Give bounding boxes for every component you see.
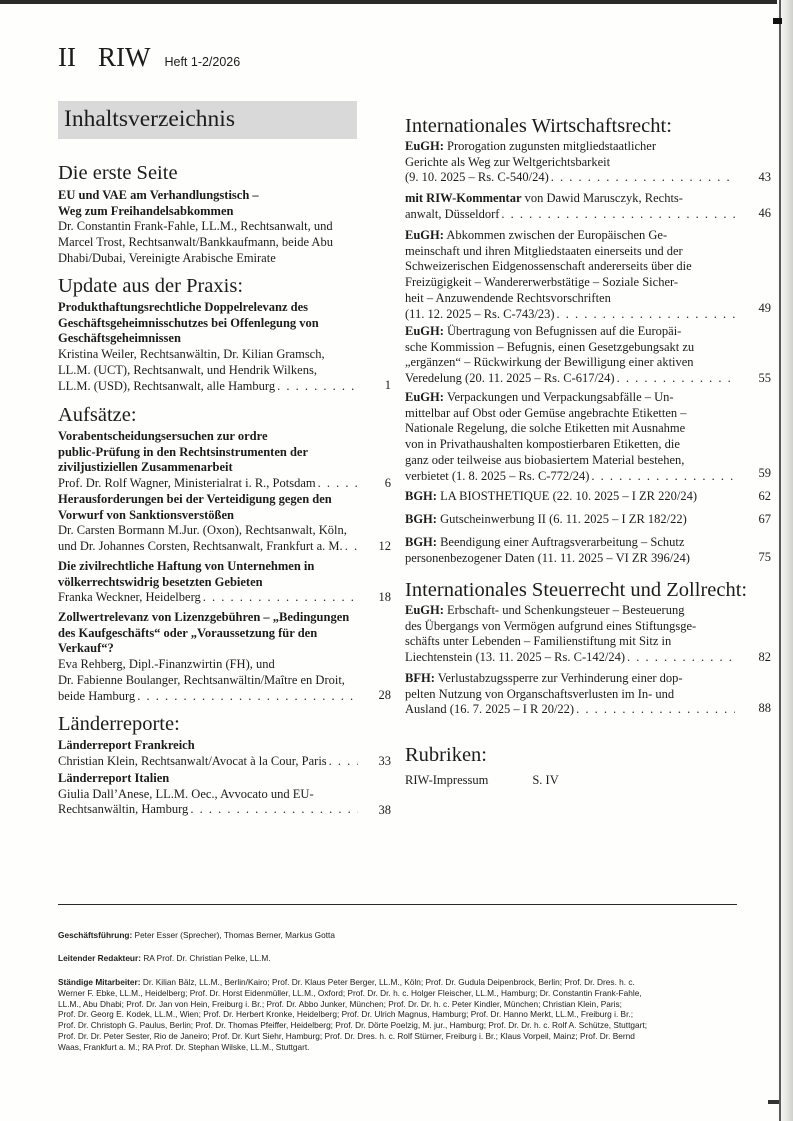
- page-ref: 82: [758, 650, 771, 664]
- toc-entry: BFH: Verlustabzugssperre zur Verhinderung einer dop- pelten Nutzung von Organschaftsverlusten im In- und Ausland (16. 7. 2025 – I R 20/22) . . .: [405, 671, 737, 718]
- toc-entry: Vorabentscheidungsersuchen zur ordre public-Prüfung in den Rechtsinstrumenten der ziviljustiziellen Zusammenarbeit Prof. Dr. Rolf Wagner, Ministerialrat i. R., Potsdam . . .: [58, 429, 360, 492]
- page-ref: 75: [758, 550, 771, 564]
- toc-entry: Die zivilrechtliche Haftung von Unternehmen in völkerrechtswidrig besetzten Gebieten Franka Weckner, Heidelberg . . .: [58, 559, 360, 606]
- dot-leader: [137, 689, 358, 705]
- toc-entry: EuGH: Übertragung von Befugnissen auf die Europäi- sche Kommission – Befugnis, einen Gesetzgebungsakt zu „ergänzen“ – Rückwirkung der Bewilligung einer aktiven Veredelung (20. 11. 2025 – Rs. C-617/24) . . .: [405, 324, 737, 387]
- footer-contributors: Ständige Mitarbeiter: Dr. Kilian Bälz, LL.M., Berlin/Kairo; Prof. Dr. Klaus Peter Berger, LL.M., Köln; Prof. Dr. Gudula Deipenbrock, Berlin; Prof. Dr. Dres. h. c. Werner F. Ebke, LL.M., Heidelberg; Prof. Dr. Horst Eidenmüller, LL.M., Oxford; Prof. Dr. Dr. h. c. Holger Fleischer, LL.M., Hamburg; Dr. Constantin Frank-Fahle, LL.M., Abu Dhabi; Prof. Dr. Jan von Hein, Freiburg i. Br.; Prof. Dr. Abbo Junker, München; Prof. Dr. Dr. h. c. Peter Kindler, München; Christian Klein, Paris; Prof. Dr. Georg E. Kodek, LL.M., Wien; Prof. Dr. Herbert Kronke, Heidelberg; Prof. Dr. Ulrich Magnus, Hamburg; Prof. Dr. Hanno Merkt, LL.M., Freiburg i. Br.; Prof. Dr. Christoph G. Paulus, Berlin; Prof. Dr. Thomas Pfeiffer, Heidelberg; Prof. Dr. Dörte Poelzig, M. jur., Hamburg; Prof. Dr. Dr. h. c. Rolf A. Schütze, Stuttgart; Prof. Dr. Dr. Peter Sester, Rio de Janeiro; Prof. Dr. Kurt Siehr, Hamburg; Prof. Dr. Dres. h. c. Rolf Stürner, Freiburg i. Br.; Klaus Vorpeil, Mainz; Prof. Dr. Bernd Waas, Frankfurt a. M.; RA Prof. Dr. Stephan Wilske, LL.M., Stuttgart.: [58, 977, 648, 1052]
- page-ref: 67: [758, 512, 771, 526]
- dot-leader: [203, 590, 358, 606]
- edge-mark: [773, 18, 782, 24]
- toc-title-box: [58, 101, 357, 139]
- toc-entry: BGH: Beendigung einer Auftragsverarbeitung – Schutz personenbezogener Daten (11. 11. 2025 – VI ZR 396/24): [405, 535, 690, 565]
- page-ref: 28: [378, 688, 391, 702]
- page-ref: 18: [378, 590, 391, 604]
- page-edge-line: [779, 0, 781, 1121]
- rubrik-item: RIW-Impressum: [405, 773, 489, 787]
- section-title: Die erste Seite: [58, 162, 178, 184]
- toc-entry: Zollwertrelevanz von Lizenzgebühren – „Bedingungen des Kaufgeschäfts“ oder „Voraussetzung für den Verkauf“? Eva Rehberg, Dipl.-Finanzwirtin (FH), und Dr. Fabienne Boulanger, Rechtsanwältin/Maître en Droit, beide Hamburg . . .: [58, 610, 360, 704]
- toc-entry: EuGH: Prorogation zugunsten mitgliedstaatlicher Gerichte als Weg zur Weltgerichtsbarkeit (9. 10. 2025 – Rs. C-540/24) . . .: [405, 139, 737, 186]
- edge-mark: [768, 1100, 779, 1104]
- dot-leader: [627, 650, 735, 666]
- section-title: Update aus der Praxis:: [58, 275, 244, 297]
- page-ref: 88: [758, 701, 771, 715]
- page-ref: 33: [378, 754, 391, 768]
- dot-leader: [345, 539, 358, 555]
- toc-entry: EuGH: Abkommen zwischen der Europäischen Ge- meinschaft und ihren Mitgliedstaaten einerseits und der Schweizerischen Eidgenossenschaft andererseits über die Freizügigkeit – Wandererwerbstätige – Soziale Sicher- heit – Anzuwendende Rechtsvorschriften (11. 12. 2025 – Rs. C-743/23) . . .: [405, 228, 737, 322]
- toc-entry: Produkthaftungsrechtliche Doppelrelevanz des Geschäftsgeheimnisschutzes bei Offenlegung von Geschäftsgeheimnissen Kristina Weiler, Rechtsanwältin, Dr. Kilian Gramsch, LL.M. (UCT), Rechtsanwalt, und Hendrik Wilkens, LL.M. (USD), Rechtsanwalt, alle Hamburg . . .: [58, 300, 360, 394]
- footer-management: Geschäftsführung: Peter Esser (Sprecher), Thomas Berner, Markus Gotta: [58, 930, 335, 940]
- section-title: Internationales Wirtschaftsrecht:: [405, 115, 672, 137]
- page-ref: 46: [758, 206, 771, 220]
- journal-name: RIW: [97, 42, 151, 72]
- page-ref: 59: [758, 466, 771, 480]
- rubrik-entry: [405, 773, 559, 788]
- toc-entry: mit RIW-Kommentar von Dawid Marusczyk, Rechts- anwalt, Düsseldorf . . .: [405, 191, 737, 222]
- toc-entry: BGH: Gutscheinwerbung II (6. 11. 2025 – I ZR 182/22): [405, 512, 687, 526]
- page-ref: 12: [378, 539, 391, 553]
- page-ref: 38: [378, 803, 391, 817]
- page-ref: 43: [758, 170, 771, 184]
- dot-leader: [557, 307, 735, 323]
- toc-entry: EuGH: Erbschaft- und Schenkungsteuer – Besteuerung des Übergangs von Vermögen aufgrund eines Stiftungsge- schäfts unter Lebenden – Familienstiftung mit Sitz in Liechtenstein (13. 11. 2025 – Rs. C-142/24) . . .: [405, 603, 737, 666]
- section-title: Internationales Steuerrecht und Zollrecht:: [405, 579, 748, 601]
- toc-entry: BGH: LA BIOSTHETIQUE (22. 10. 2025 – I ZR 220/24): [405, 489, 697, 503]
- dot-leader: [190, 802, 358, 818]
- toc-title: Inhaltsverzeichnis: [64, 106, 235, 132]
- page-header: [58, 42, 240, 73]
- dot-leader: [617, 371, 735, 387]
- dot-leader: [591, 469, 735, 485]
- issue-label: Heft 1-2/2026: [164, 55, 241, 69]
- section-title: Aufsätze:: [58, 404, 137, 426]
- section-title: Länderreporte:: [58, 713, 180, 735]
- dot-leader: [501, 207, 735, 223]
- page-ref: 62: [758, 489, 771, 503]
- page-ref: S. IV: [532, 773, 559, 787]
- page-ref: 55: [758, 371, 771, 385]
- toc-entry: Länderreport Italien Giulia Dall’Anese, LL.M. Oec., Avvocato und EU- Rechtsanwältin, Hamburg . . .: [58, 771, 360, 818]
- dot-leader: [277, 379, 358, 395]
- dot-leader: [329, 754, 358, 770]
- toc-entry: Länderreport Frankreich Christian Klein, Rechtsanwalt/Avocat à la Cour, Paris . . .: [58, 738, 360, 769]
- dot-leader: [318, 476, 358, 492]
- dot-leader: [576, 702, 735, 718]
- section-title: Rubriken:: [405, 744, 487, 766]
- toc-entry: EU und VAE am Verhandlungstisch – Weg zum Freihandelsabkommen Dr. Constantin Frank-Fahle, LL.M., Rechtsanwalt, und Marcel Trost, Rechtsanwalt/Bankkaufmann, beide Abu Dhabi/Dubai, Vereinigte Arabische Emirate: [58, 188, 333, 265]
- footer-divider: [58, 904, 737, 905]
- top-border: [0, 0, 793, 4]
- toc-entry: Herausforderungen bei der Verteidigung gegen den Vorwurf von Sanktionsverstößen Dr. Carsten Bormann M.Jur. (Oxon), Rechtsanwalt, Köln, und Dr. Johannes Corsten, Rechtsanwalt, Frankfurt a. M. . . .: [58, 492, 360, 555]
- toc-entry: EuGH: Verpackungen und Verpackungsabfälle – Un- mittelbar auf Obst oder Gemüse angebrachte Etiketten – Nationale Regelung, die solche Etiketten mit Ausnahme von in Privathaushalten kompostierbaren Etiketten, die ganz oder teilweise aus biobasiertem Material bestehen, verbietet (1. 8. 2025 – Rs. C-772/24) . . .: [405, 390, 737, 484]
- page-ref: 6: [384, 476, 391, 490]
- page-number: II: [58, 42, 76, 72]
- footer-editor: Leitender Redakteur: RA Prof. Dr. Christian Pelke, LL.M.: [58, 953, 271, 963]
- dot-leader: [551, 170, 735, 186]
- page-ref: 49: [758, 301, 771, 315]
- page-ref: 1: [384, 378, 391, 392]
